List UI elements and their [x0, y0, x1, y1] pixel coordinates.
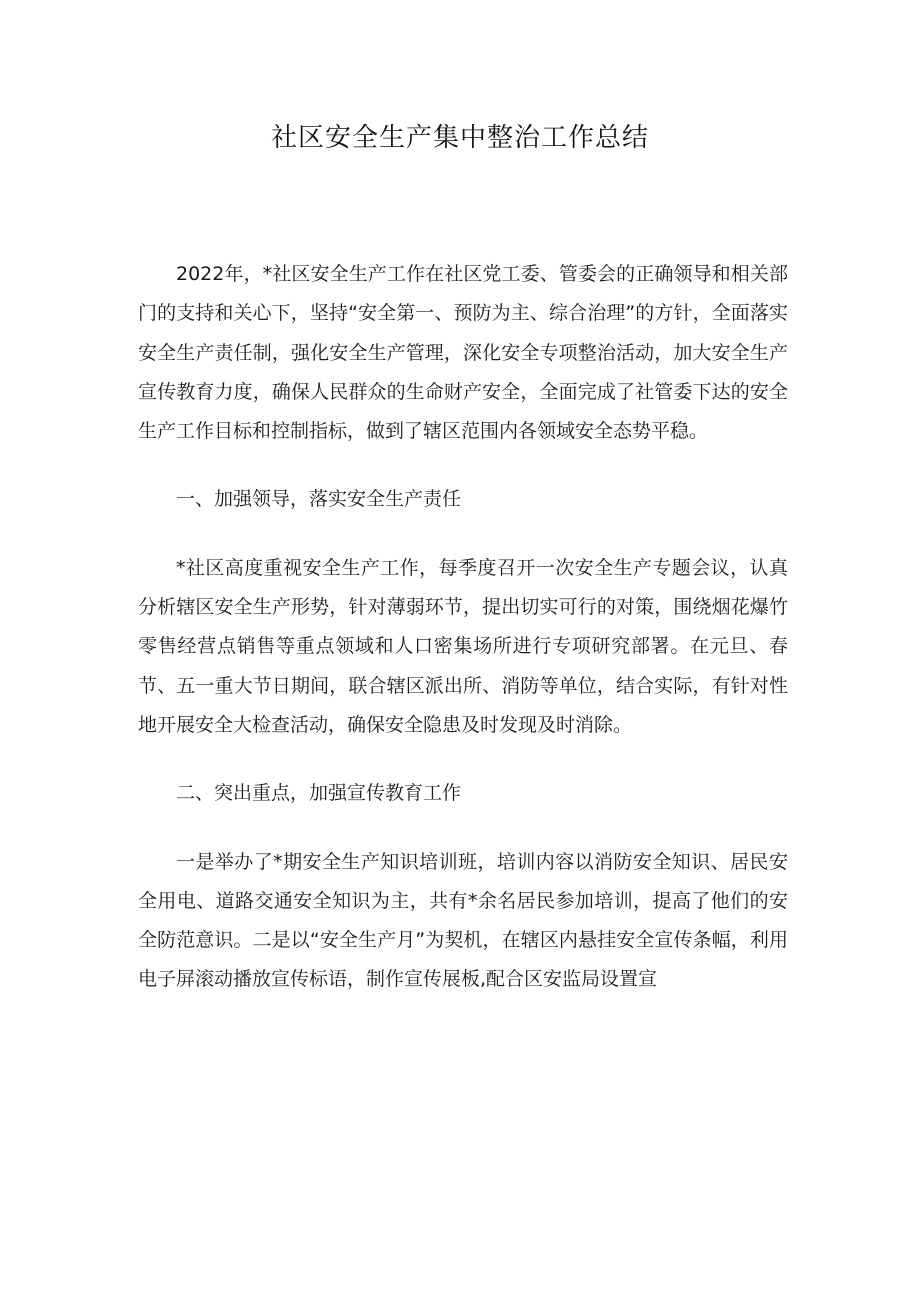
- section-heading-1: 一、加强领导，落实安全生产责任: [176, 488, 462, 511]
- document-title: 社区安全生产集中整治工作总结: [270, 123, 649, 153]
- intro-paragraph: 2022年，*社区安全生产工作在社区党工委、管委会的正确领导和相关部门的支持和关心下，坚持“安全第一、预防为主、综合治理”的方针，全面落实安全生产责任制，强化安全生产管理，深化安全专项整治活动，加大安全生产宣传教育力度，确保人民群众的生命财产安全，全面完成了社管委下达的安全生产工作目标和控制指标，做到了辖区范围内各领域安全态势平稳。: [138, 263, 788, 443]
- section-2-paragraph: 一是举办了*期安全生产知识培训班，培训内容以消防安全知识、居民安全用电、道路交通安全知识为主，共有*余名居民参加培训，提高了他们的安全防范意识。二是以“安全生产月”为契机，在辖区内悬挂安全宣传条幅，利用电子屏滚动播放宣传标语，制作宣传展板,配合区安监局设置宣: [138, 850, 788, 991]
- document-body: [138, 255, 788, 1000]
- section-1-paragraph: *社区高度重视安全生产工作，每季度召开一次安全生产专题会议，认真分析辖区安全生产形势，针对薄弱环节，提出切实可行的对策，围绕烟花爆竹零售经营点销售等重点领域和人口密集场所进行专项研究部署。在元旦、春节、五一重大节日期间，联合辖区派出所、消防等单位，结合实际，有针对性地开展安全大检查活动，确保安全隐患及时发现及时消除。: [138, 556, 788, 736]
- section-heading-2: 二、突出重点，加强宣传教育工作: [176, 782, 462, 805]
